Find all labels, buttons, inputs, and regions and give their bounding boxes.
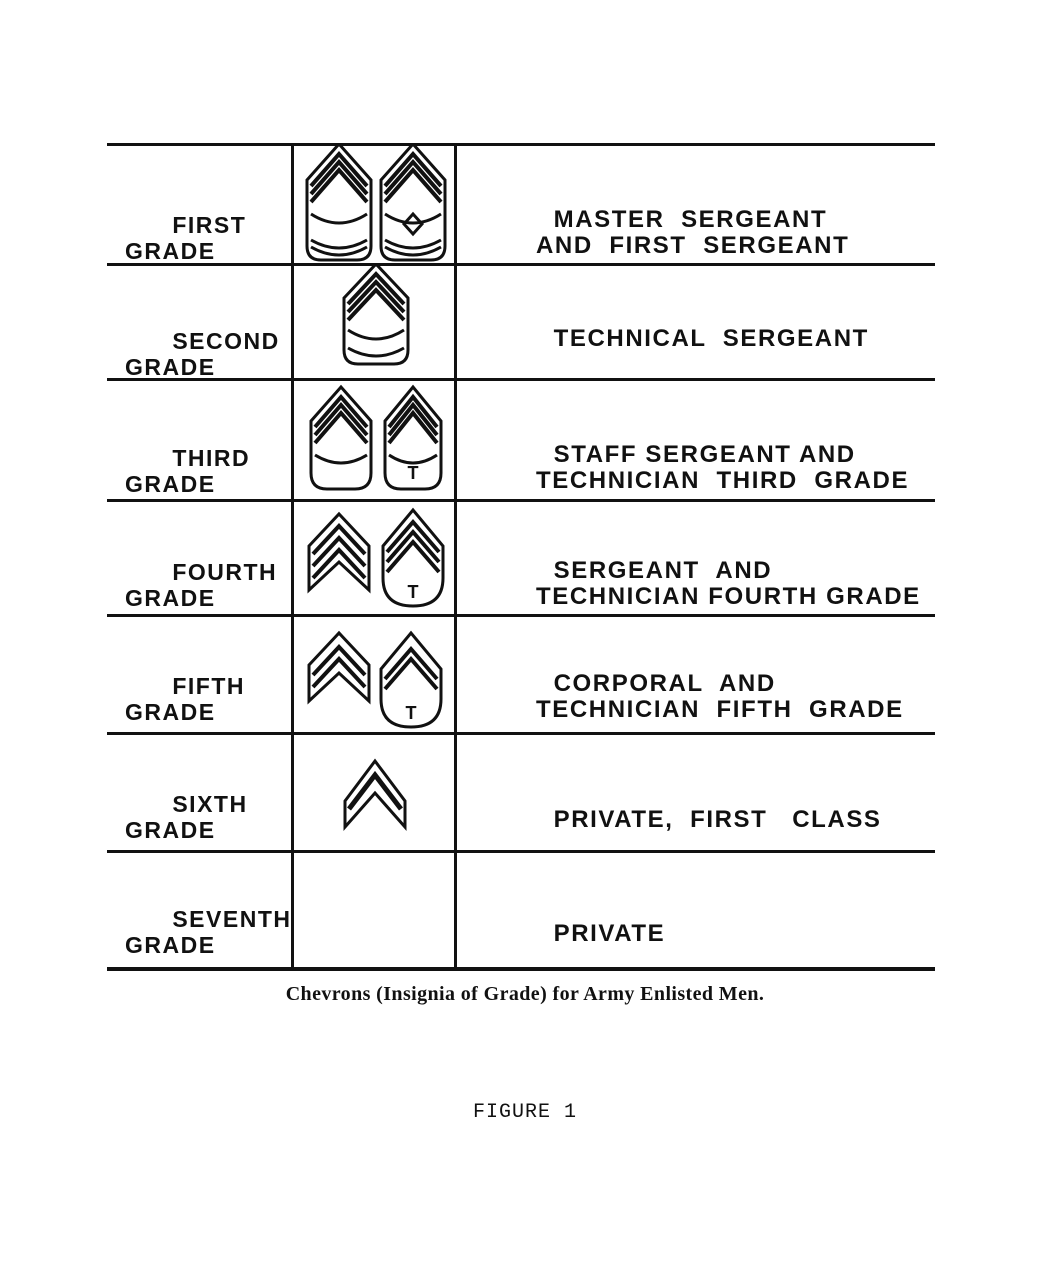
- grade-label: FIRST GRADE: [125, 212, 247, 264]
- rank-title: STAFF SERGEANT AND TECHNICIAN THIRD GRADE: [536, 441, 910, 494]
- technician-t-mark: T: [407, 463, 419, 483]
- insignia-cell: [297, 266, 454, 378]
- table-row: [107, 735, 935, 850]
- insignia-cell: [297, 853, 454, 967]
- private-first-class-chevron-icon: [345, 761, 405, 827]
- grade-label: FIFTH GRADE: [125, 673, 245, 725]
- technician-t-mark: T: [405, 703, 417, 723]
- technician-fourth-grade-chevron-icon: [383, 510, 443, 606]
- rank-title: CORPORAL AND TECHNICIAN FIFTH GRADE: [536, 670, 904, 723]
- figure-caption: Chevrons (Insignia of Grade) for Army Enlisted Men.: [285, 983, 765, 1005]
- grade-label: SIXTH GRADE: [125, 791, 248, 843]
- technician-t-mark: T: [407, 582, 419, 602]
- table-row: [107, 502, 935, 614]
- table-row: [107, 146, 935, 263]
- table-row: [107, 617, 935, 732]
- insignia-cell: [297, 146, 454, 263]
- insignia-cell: [297, 617, 454, 732]
- rank-title: PRIVATE: [553, 920, 666, 947]
- rank-title: MASTER SERGEANT AND FIRST SERGEANT: [536, 206, 850, 259]
- table-row: [107, 266, 935, 378]
- rank-title: PRIVATE, FIRST CLASS: [553, 806, 882, 833]
- technician-third-grade-chevron-icon: [385, 387, 441, 489]
- table-row: [107, 853, 935, 967]
- insignia-cell: [297, 502, 454, 614]
- grade-label: THIRD GRADE: [125, 445, 251, 497]
- technical-sergeant-chevron-icon: [344, 266, 408, 364]
- sergeant-chevron-icon: [309, 514, 369, 590]
- insignia-cell: [297, 381, 454, 499]
- insignia-cell: [297, 735, 454, 850]
- technician-fifth-grade-chevron-icon: [381, 633, 441, 727]
- grade-label: FOURTH GRADE: [125, 559, 278, 611]
- table-row: [107, 381, 935, 499]
- rank-title: SERGEANT AND TECHNICIAN FOURTH GRADE: [536, 557, 921, 610]
- master-sergeant-chevron-icon: [307, 146, 371, 260]
- rank-title: TECHNICAL SERGEANT: [553, 325, 869, 352]
- grade-label: SECOND GRADE: [125, 328, 280, 380]
- corporal-chevron-icon: [309, 633, 369, 701]
- figure-label: FIGURE 1: [472, 1101, 577, 1124]
- first-sergeant-chevron-icon: [381, 146, 445, 260]
- grade-label: SEVENTH GRADE: [125, 906, 292, 958]
- staff-sergeant-chevron-icon: [311, 387, 371, 489]
